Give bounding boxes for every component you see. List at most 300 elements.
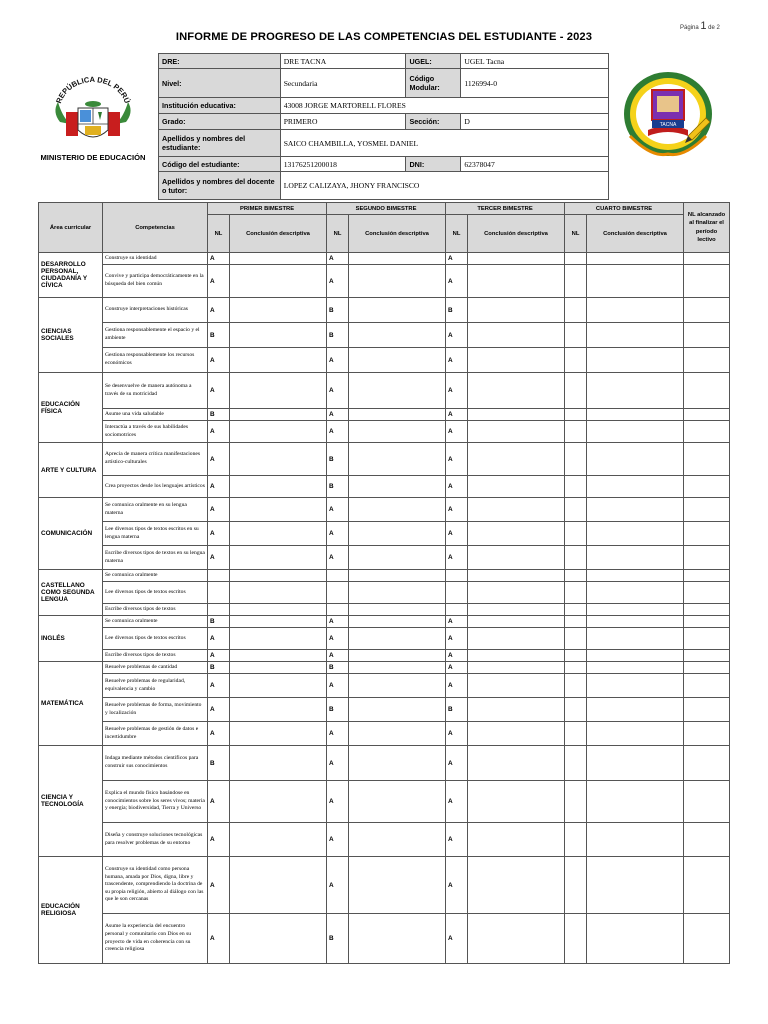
nl-bimestre-2: A (327, 253, 349, 265)
competencia-row (39, 722, 730, 746)
conclusion-bimestre-2 (349, 746, 446, 781)
nl-bimestre-1: A (208, 628, 230, 650)
conclusion-bimestre-3 (468, 265, 565, 298)
competencia-row (39, 253, 730, 265)
nl-bimestre-1: B (208, 746, 230, 781)
nl-bimestre-4 (565, 857, 587, 914)
competencia-text: Escribe diversos tipos de textos en su lengua materna (103, 546, 208, 570)
nl-bimestre-4 (565, 265, 587, 298)
competencia-row (39, 373, 730, 409)
conclusion-bimestre-1 (230, 253, 327, 265)
ugel-label: UGEL: (406, 54, 461, 69)
conclusion-bimestre-3 (468, 781, 565, 823)
competencia-text: Resuelve problemas de gestión de datos e incertidumbre (103, 722, 208, 746)
conclusion-bimestre-1 (230, 582, 327, 604)
conclusion-bimestre-1 (230, 421, 327, 443)
conclusion-bimestre-1 (230, 823, 327, 857)
dre-label: DRE: (159, 54, 281, 69)
conclusion-bimestre-3 (468, 498, 565, 522)
conclusion-bimestre-2 (349, 498, 446, 522)
conclusion-bimestre-2 (349, 582, 446, 604)
conclusion-bimestre-1 (230, 298, 327, 323)
nl-bimestre-1: B (208, 409, 230, 421)
nl-bimestre-4 (565, 604, 587, 616)
conclusion-bimestre-4 (587, 298, 684, 323)
conclusion-bimestre-4 (587, 781, 684, 823)
competencia-text: Lee diversos tipos de textos escritos en su lengua materna (103, 522, 208, 546)
conclusion-bimestre-1 (230, 265, 327, 298)
report-title: INFORME DE PROGRESO DE LAS COMPETENCIAS DEL ESTUDIANTE - 2023 (175, 31, 593, 43)
nl-bimestre-2: A (327, 522, 349, 546)
conclusion-bimestre-1 (230, 698, 327, 722)
nl-final (684, 421, 730, 443)
nl-bimestre-3: A (446, 746, 468, 781)
nl-bimestre-2: A (327, 616, 349, 628)
conclusion-bimestre-3 (468, 698, 565, 722)
nl-final (684, 674, 730, 698)
nl-bimestre-2: B (327, 476, 349, 498)
conclusion-bimestre-2 (349, 604, 446, 616)
nl-bimestre-4 (565, 674, 587, 698)
nl-bimestre-1 (208, 582, 230, 604)
nl-final (684, 604, 730, 616)
nl-bimestre-3: A (446, 628, 468, 650)
conclusion-bimestre-2 (349, 674, 446, 698)
codigo-modular-value: 1126994-0 (461, 69, 609, 98)
nl-bimestre-4 (565, 323, 587, 348)
conclusion-bimestre-4 (587, 443, 684, 476)
conclusion-bimestre-4 (587, 616, 684, 628)
docente-label: Apellidos y nombres del docente o tutor: (159, 172, 281, 200)
nl-bimestre-2: B (327, 443, 349, 476)
conclusion-bimestre-3 (468, 409, 565, 421)
nl-bimestre-2: A (327, 628, 349, 650)
conclusion-bimestre-1 (230, 722, 327, 746)
competencia-text: Lee diversos tipos de textos escritos (103, 628, 208, 650)
competencia-text: Diseña y construye soluciones tecnológicas para resolver problemas de su entorno (103, 823, 208, 857)
nl-bimestre-2: B (327, 662, 349, 674)
conclusion-bimestre-2 (349, 348, 446, 373)
nl-bimestre-3: A (446, 253, 468, 265)
nl-bimestre-3: A (446, 348, 468, 373)
competencia-row (39, 781, 730, 823)
conclusion-bimestre-1 (230, 570, 327, 582)
conclusion-bimestre-4 (587, 348, 684, 373)
competencia-row (39, 604, 730, 616)
nl-final (684, 498, 730, 522)
nl-bimestre-4 (565, 522, 587, 546)
conclusion-bimestre-3 (468, 857, 565, 914)
nl-bimestre-4 (565, 662, 587, 674)
conclusion-bimestre-2 (349, 298, 446, 323)
conclusion-bimestre-1 (230, 522, 327, 546)
page-number-value: 1 (700, 20, 707, 32)
competencia-row (39, 582, 730, 604)
competencia-text: Se comunica oralmente en su lengua materna (103, 498, 208, 522)
dre-value: DRE TACNA (280, 54, 406, 69)
conclusion-bimestre-4 (587, 323, 684, 348)
conclusion-bimestre-1 (230, 857, 327, 914)
nl-bimestre-2: A (327, 498, 349, 522)
competencia-row (39, 650, 730, 662)
nl-bimestre-4 (565, 746, 587, 781)
conclusion-bimestre-2 (349, 253, 446, 265)
conclusion-bimestre-3 (468, 421, 565, 443)
nl-bimestre-1: B (208, 616, 230, 628)
nl-bimestre-1: B (208, 662, 230, 674)
conclusion-bimestre-1 (230, 443, 327, 476)
nl-bimestre-2 (327, 570, 349, 582)
competencias-body (39, 253, 730, 964)
nl-bimestre-2: B (327, 914, 349, 964)
nl-bimestre-3: A (446, 476, 468, 498)
nivel-value: Secundaria (280, 69, 406, 98)
header-final: NL alcanzado al finalizar el período lectivo (684, 203, 730, 253)
header-nl: NL (446, 215, 468, 253)
competencia-row (39, 823, 730, 857)
conclusion-bimestre-2 (349, 443, 446, 476)
competencia-row (39, 546, 730, 570)
nl-bimestre-3: A (446, 323, 468, 348)
nl-final (684, 522, 730, 546)
dni-label: DNI: (406, 157, 461, 172)
conclusion-bimestre-3 (468, 604, 565, 616)
competencia-text: Escribe diversos tipos de textos (103, 604, 208, 616)
conclusion-bimestre-3 (468, 323, 565, 348)
nl-bimestre-2: B (327, 298, 349, 323)
competencia-row (39, 662, 730, 674)
competencia-text: Resuelve problemas de forma, movimiento y localización (103, 698, 208, 722)
area-name: ARTE Y CULTURA (39, 443, 103, 498)
area-name: CASTELLANO COMO SEGUNDA LENGUA (39, 570, 103, 616)
competencia-text: Construye su identidad (103, 253, 208, 265)
competencia-row (39, 522, 730, 546)
seccion-value: D (461, 114, 609, 130)
conclusion-bimestre-1 (230, 348, 327, 373)
nl-bimestre-1: A (208, 674, 230, 698)
nl-bimestre-1: A (208, 522, 230, 546)
nl-bimestre-3: A (446, 616, 468, 628)
nl-bimestre-4 (565, 914, 587, 964)
conclusion-bimestre-1 (230, 650, 327, 662)
logo-arc-text: REPÚBLICA DEL PERÚ (54, 74, 132, 105)
nl-final (684, 698, 730, 722)
header-bim4: CUARTO BIMESTRE (565, 203, 684, 215)
conclusion-bimestre-3 (468, 373, 565, 409)
nl-bimestre-2: A (327, 409, 349, 421)
school-logo-text: TACNA (659, 122, 677, 128)
nl-bimestre-2: A (327, 546, 349, 570)
nl-final (684, 546, 730, 570)
nl-final (684, 409, 730, 421)
nl-bimestre-1: A (208, 298, 230, 323)
nl-bimestre-1: A (208, 823, 230, 857)
nl-bimestre-3: A (446, 857, 468, 914)
competencia-text: Construye interpretaciones históricas (103, 298, 208, 323)
conclusion-bimestre-1 (230, 546, 327, 570)
competencia-row (39, 857, 730, 914)
competencia-row (39, 421, 730, 443)
nl-bimestre-1: A (208, 722, 230, 746)
conclusion-bimestre-4 (587, 823, 684, 857)
seccion-label: Sección: (406, 114, 461, 130)
conclusion-bimestre-4 (587, 674, 684, 698)
competencia-row (39, 914, 730, 964)
nl-bimestre-3: A (446, 914, 468, 964)
conclusion-bimestre-4 (587, 698, 684, 722)
estudiante-value: SAICO CHAMBILLA, YOSMEL DANIEL (280, 130, 608, 157)
conclusion-bimestre-1 (230, 674, 327, 698)
nl-bimestre-4 (565, 722, 587, 746)
nl-bimestre-4 (565, 476, 587, 498)
conclusion-bimestre-3 (468, 443, 565, 476)
nl-bimestre-3 (446, 604, 468, 616)
conclusion-bimestre-3 (468, 570, 565, 582)
area-name: EDUCACIÓN FÍSICA (39, 373, 103, 443)
competencia-text: Indaga mediante métodos científicos para construir sus conocimientos (103, 746, 208, 781)
area-name: MATEMÁTICA (39, 662, 103, 746)
conclusion-bimestre-4 (587, 421, 684, 443)
nl-bimestre-3: A (446, 722, 468, 746)
competencia-text: Resuelve problemas de regularidad, equivalencia y cambio (103, 674, 208, 698)
nl-bimestre-4 (565, 823, 587, 857)
nl-bimestre-1: A (208, 857, 230, 914)
nl-bimestre-3: A (446, 421, 468, 443)
conclusion-bimestre-2 (349, 421, 446, 443)
competencia-row (39, 298, 730, 323)
nl-bimestre-2 (327, 582, 349, 604)
competencia-text: Se desenvuelve de manera autónoma a través de su motricidad (103, 373, 208, 409)
header-area: Área curricular (39, 203, 103, 253)
nl-bimestre-1: A (208, 781, 230, 823)
nl-bimestre-4 (565, 781, 587, 823)
competencia-text: Lee diversos tipos de textos escritos (103, 582, 208, 604)
ministerio-logo (38, 72, 148, 162)
conclusion-bimestre-3 (468, 746, 565, 781)
competencia-text: Resuelve problemas de cantidad (103, 662, 208, 674)
nl-final (684, 781, 730, 823)
conclusion-bimestre-4 (587, 546, 684, 570)
header-nl: NL (327, 215, 349, 253)
nl-final (684, 628, 730, 650)
nl-bimestre-2: A (327, 823, 349, 857)
conclusion-bimestre-1 (230, 604, 327, 616)
nl-final (684, 823, 730, 857)
conclusion-bimestre-3 (468, 253, 565, 265)
competencia-row (39, 476, 730, 498)
nl-bimestre-1: A (208, 698, 230, 722)
conclusion-bimestre-4 (587, 722, 684, 746)
nl-bimestre-4 (565, 628, 587, 650)
conclusion-bimestre-4 (587, 650, 684, 662)
nl-bimestre-2: B (327, 698, 349, 722)
nl-bimestre-2: A (327, 421, 349, 443)
header-bim2: SEGUNDO BIMESTRE (327, 203, 446, 215)
competencia-row (39, 323, 730, 348)
nl-bimestre-4 (565, 421, 587, 443)
nl-final (684, 253, 730, 265)
nl-bimestre-2: A (327, 373, 349, 409)
nl-final (684, 616, 730, 628)
nl-bimestre-1: A (208, 650, 230, 662)
nl-bimestre-4 (565, 616, 587, 628)
competencia-row (39, 698, 730, 722)
conclusion-bimestre-1 (230, 373, 327, 409)
competencia-row (39, 570, 730, 582)
student-info-table (158, 53, 609, 200)
conclusion-bimestre-4 (587, 746, 684, 781)
competencia-text: Se comunica oralmente (103, 570, 208, 582)
conclusion-bimestre-3 (468, 914, 565, 964)
page-of: de 2 (708, 25, 720, 31)
competencia-row (39, 674, 730, 698)
competencia-text: Se comunica oralmente (103, 616, 208, 628)
competencia-row (39, 628, 730, 650)
conclusion-bimestre-3 (468, 823, 565, 857)
competencia-text: Escribe diversos tipos de textos (103, 650, 208, 662)
competencias-table (38, 202, 730, 964)
conclusion-bimestre-2 (349, 476, 446, 498)
nl-bimestre-3: A (446, 823, 468, 857)
conclusion-bimestre-1 (230, 662, 327, 674)
nl-bimestre-4 (565, 348, 587, 373)
conclusion-bimestre-3 (468, 616, 565, 628)
nl-final (684, 650, 730, 662)
conclusion-bimestre-3 (468, 674, 565, 698)
competencia-row (39, 409, 730, 421)
nl-bimestre-1: A (208, 546, 230, 570)
codigo-modular-label: Código Modular: (406, 69, 461, 98)
nl-final (684, 857, 730, 914)
nl-bimestre-4 (565, 498, 587, 522)
area-name: DESARROLLO PERSONAL, CIUDADANÍA Y CÍVICA (39, 253, 103, 298)
competencia-row (39, 265, 730, 298)
grado-value: PRIMERO (280, 114, 406, 130)
ugel-value: UGEL Tacna (461, 54, 609, 69)
nl-bimestre-3: A (446, 662, 468, 674)
conclusion-bimestre-3 (468, 476, 565, 498)
nl-final (684, 722, 730, 746)
conclusion-bimestre-4 (587, 253, 684, 265)
competencia-row (39, 746, 730, 781)
nl-bimestre-2: A (327, 857, 349, 914)
competencia-text: Explica el mundo físico basándose en conocimientos sobre los seres vivos; materia y energía; biodiversidad, Tierra y Universo (103, 781, 208, 823)
nl-bimestre-1: A (208, 498, 230, 522)
conclusion-bimestre-2 (349, 265, 446, 298)
nl-bimestre-1: A (208, 476, 230, 498)
nl-bimestre-1: A (208, 421, 230, 443)
conclusion-bimestre-2 (349, 722, 446, 746)
conclusion-bimestre-1 (230, 616, 327, 628)
conclusion-bimestre-2 (349, 616, 446, 628)
nl-final (684, 582, 730, 604)
header-bim1: PRIMER BIMESTRE (208, 203, 327, 215)
area-name: COMUNICACIÓN (39, 498, 103, 570)
nl-bimestre-2: A (327, 781, 349, 823)
conclusion-bimestre-1 (230, 746, 327, 781)
nl-bimestre-2: A (327, 674, 349, 698)
nl-bimestre-2: A (327, 722, 349, 746)
nl-final (684, 662, 730, 674)
nl-final (684, 323, 730, 348)
nl-final (684, 476, 730, 498)
competencia-row (39, 348, 730, 373)
competencia-text: Asume la experiencia del encuentro personal y comunitario con Dios en su proyecto de vida en coherencia con su creencia religiosa (103, 914, 208, 964)
nl-bimestre-1: A (208, 348, 230, 373)
conclusion-bimestre-3 (468, 522, 565, 546)
nl-bimestre-1: A (208, 253, 230, 265)
codigo-estudiante-label: Código del estudiante: (159, 157, 281, 172)
nl-bimestre-3: B (446, 298, 468, 323)
area-name: CIENCIA Y TECNOLOGÍA (39, 746, 103, 857)
conclusion-bimestre-2 (349, 409, 446, 421)
grado-label: Grado: (159, 114, 281, 130)
conclusion-bimestre-2 (349, 570, 446, 582)
competencia-text: Asume una vida saludable (103, 409, 208, 421)
nl-bimestre-4 (565, 546, 587, 570)
conclusion-bimestre-1 (230, 498, 327, 522)
nl-bimestre-3: A (446, 373, 468, 409)
conclusion-bimestre-3 (468, 582, 565, 604)
nl-final (684, 348, 730, 373)
nl-bimestre-3: A (446, 781, 468, 823)
conclusion-bimestre-3 (468, 298, 565, 323)
conclusion-bimestre-2 (349, 823, 446, 857)
header-nl: NL (565, 215, 587, 253)
conclusion-bimestre-2 (349, 857, 446, 914)
nl-bimestre-1 (208, 604, 230, 616)
nl-bimestre-3: A (446, 498, 468, 522)
conclusion-bimestre-3 (468, 546, 565, 570)
conclusion-bimestre-3 (468, 722, 565, 746)
header-conclusion: Conclusión descriptiva (349, 215, 446, 253)
svg-text:REPÚBLICA DEL PERÚ (54, 75, 132, 105)
nl-bimestre-4 (565, 698, 587, 722)
conclusion-bimestre-3 (468, 662, 565, 674)
codigo-estudiante-value: 13176251200018 (280, 157, 406, 172)
conclusion-bimestre-4 (587, 857, 684, 914)
conclusion-bimestre-1 (230, 628, 327, 650)
conclusion-bimestre-4 (587, 409, 684, 421)
nl-bimestre-3: A (446, 546, 468, 570)
school-logo (622, 66, 714, 166)
dni-value: 62378047 (461, 157, 609, 172)
nl-bimestre-4 (565, 582, 587, 604)
conclusion-bimestre-3 (468, 628, 565, 650)
nl-final (684, 265, 730, 298)
conclusion-bimestre-4 (587, 914, 684, 964)
competencia-text: Crea proyectos desde los lenguajes artísticos (103, 476, 208, 498)
conclusion-bimestre-4 (587, 498, 684, 522)
nl-final (684, 746, 730, 781)
nl-final (684, 298, 730, 323)
ministerio-caption: MINISTERIO DE EDUCACIÓN (40, 153, 146, 162)
nl-final (684, 914, 730, 964)
competencia-text: Gestiona responsablemente el espacio y el ambiente (103, 323, 208, 348)
header-conclusion: Conclusión descriptiva (468, 215, 565, 253)
nl-bimestre-3: A (446, 522, 468, 546)
conclusion-bimestre-4 (587, 373, 684, 409)
nl-bimestre-3: A (446, 650, 468, 662)
conclusion-bimestre-2 (349, 546, 446, 570)
conclusion-bimestre-2 (349, 914, 446, 964)
nl-bimestre-3: A (446, 443, 468, 476)
nl-bimestre-2: B (327, 323, 349, 348)
nl-bimestre-2: A (327, 348, 349, 373)
nl-bimestre-1: A (208, 914, 230, 964)
conclusion-bimestre-1 (230, 781, 327, 823)
conclusion-bimestre-4 (587, 628, 684, 650)
